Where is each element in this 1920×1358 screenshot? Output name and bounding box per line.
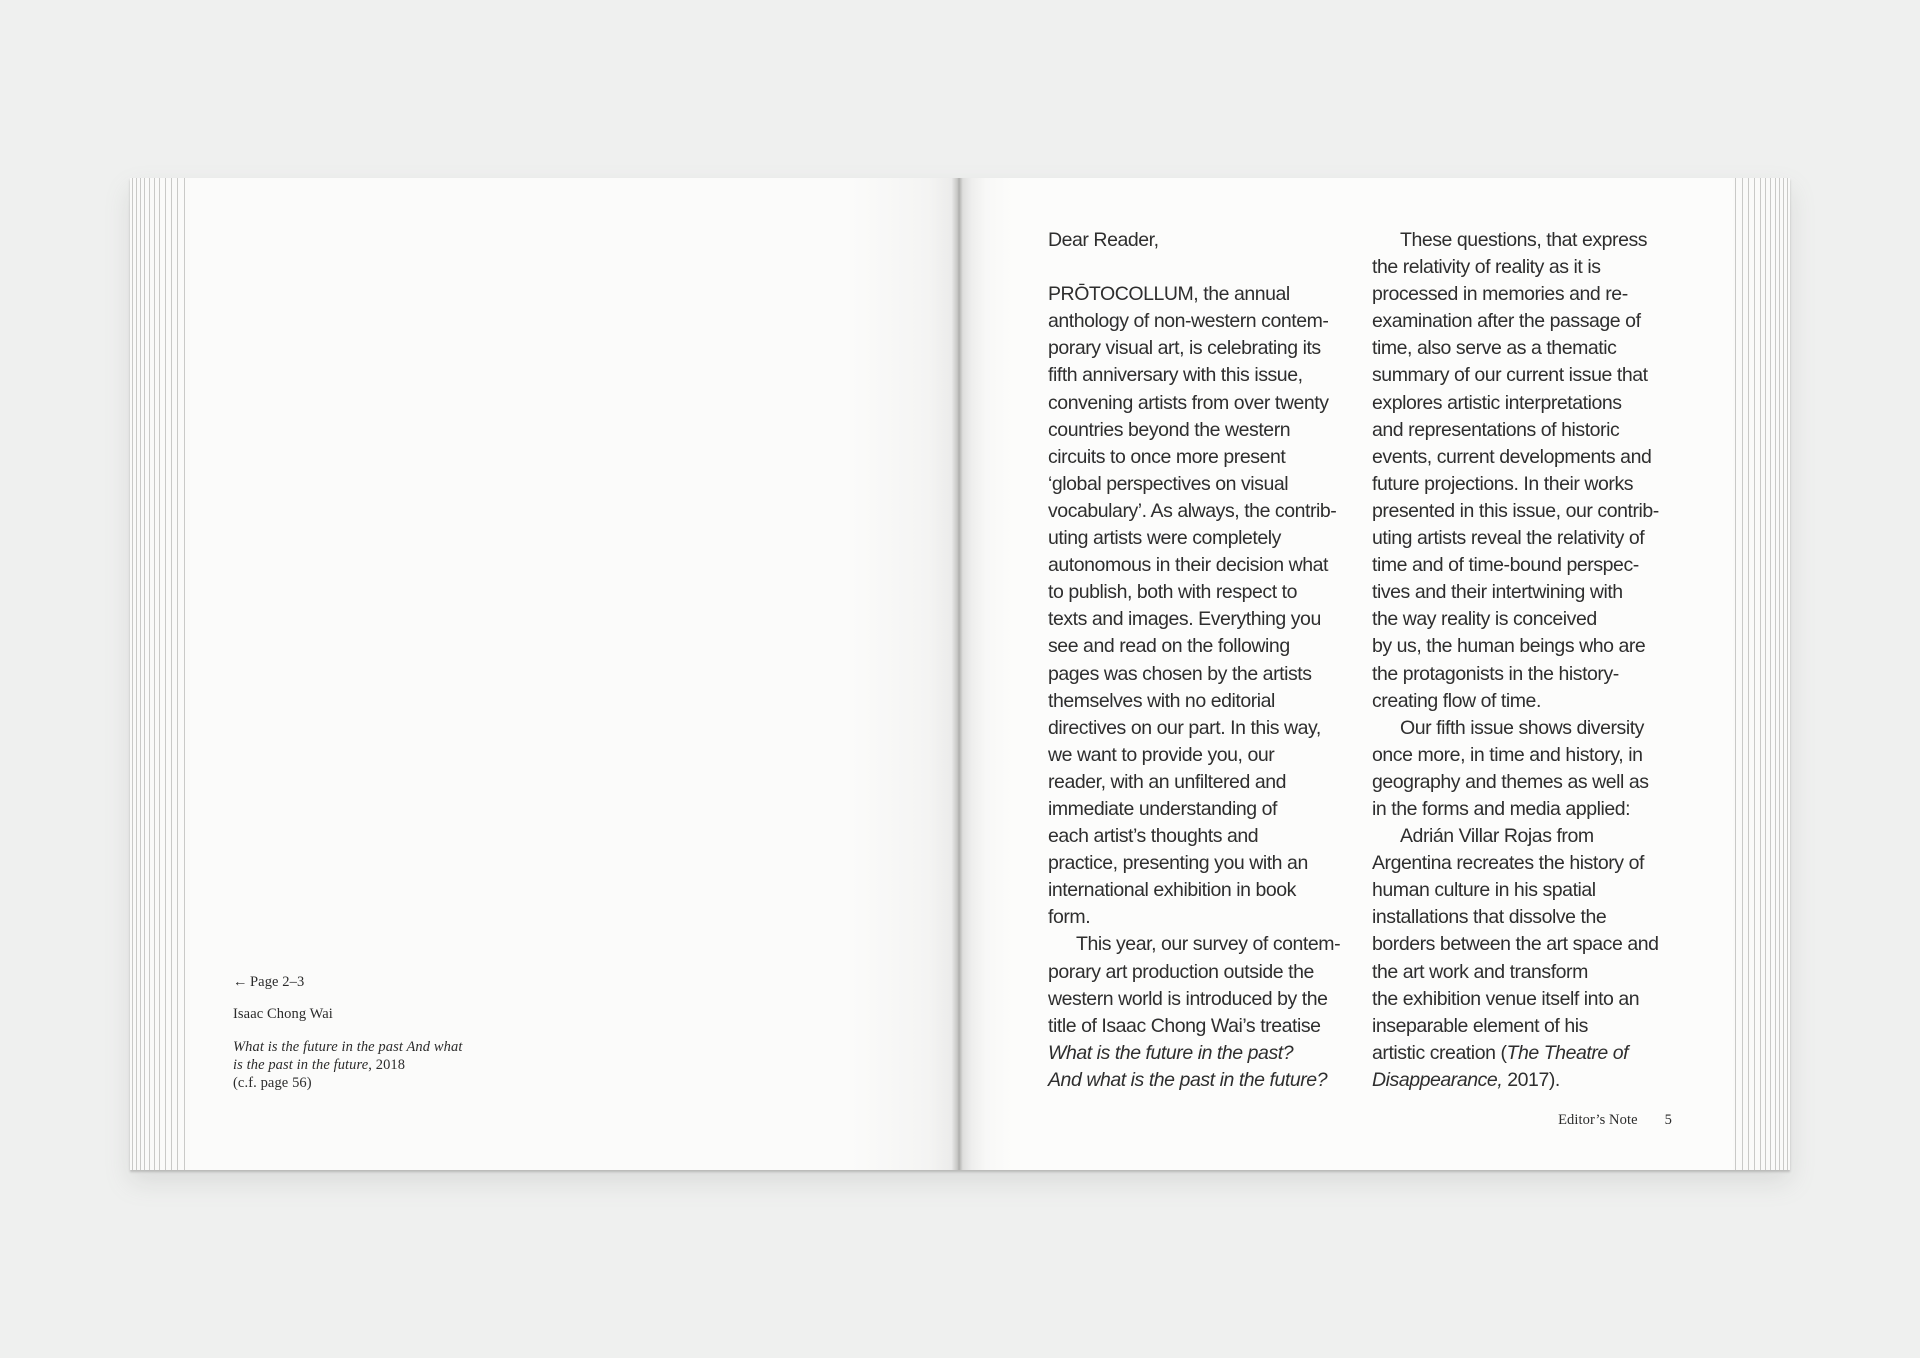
page-footer xyxy=(1558,1112,1672,1129)
editors-note-column-1: Dear Reader, PRŌTOCOLLUM, the annual anthology of non-western contem- porary visual art, is celebrating its fifth anniversary with this issue, convening artists from over twenty countries beyond the western circuits to once more present ‘global perspectives on visual vocabulary’. As always, the contrib- uting artists were completely autonomous in their decision what to publish, both with respect to texts and images. Everything you see and read on the following pages was chosen by the artists themselves with no editorial directives on our part. In this way, we want to provide you, our reader, with an unfiltered and immediate understanding of each artist’s thoughts and practice, presenting you with an international exhibition in book form. This year, our survey of contem- porary art production outside the western world is introduced by the title of Isaac Chong Wai’s treatise What is the future in the past? And what is the past in the future? xyxy=(1048,229,1341,1091)
editors-note-column-2: These questions, that express the relativity of reality as it is processed in memories and re- examination after the passage of time, also serve as a thematic summary of our current issue that explores artistic interpretations and representations of historic events, current developments and future projections. In their works presented in this issue, our contrib- uting artists reveal the relativity of time and of time-bound perspec- tives and their intertwining with the way reality is conceived by us, the human beings who are the protagonists in the history- creating flow of time. Our fifth issue shows diversity once more, in time and history, in geography and themes as well as in the forms and media applied: Adrián Villar Rojas from Argentina recreates the history of human culture in his spatial installations that dissolve the borders between the art space and the art work and transform the exhibition venue itself into an inseparable element of his artistic creation (The Theatre of Disappearance, 2017). xyxy=(1372,229,1659,1091)
book-spread xyxy=(130,178,1790,1170)
right-page xyxy=(959,178,1733,1170)
caption-artist-name: Isaac Chong Wai xyxy=(233,1006,333,1022)
caption-artwork-title: What is the future in the past And what is the past in the future, 2018 (c.f. page 56) xyxy=(233,1039,463,1091)
page-edges-right xyxy=(1733,178,1790,1170)
footer-page-number: 5 xyxy=(1664,1112,1672,1128)
footer-section-title: Editor’s Note xyxy=(1558,1112,1638,1128)
caption-page-reference-row xyxy=(233,973,462,991)
back-arrow-icon: ← xyxy=(233,974,248,990)
left-page xyxy=(190,178,959,1170)
page-edges-left xyxy=(130,178,190,1170)
caption-page-ref: Page 2–3 xyxy=(250,974,305,990)
artwork-caption xyxy=(233,973,462,1092)
